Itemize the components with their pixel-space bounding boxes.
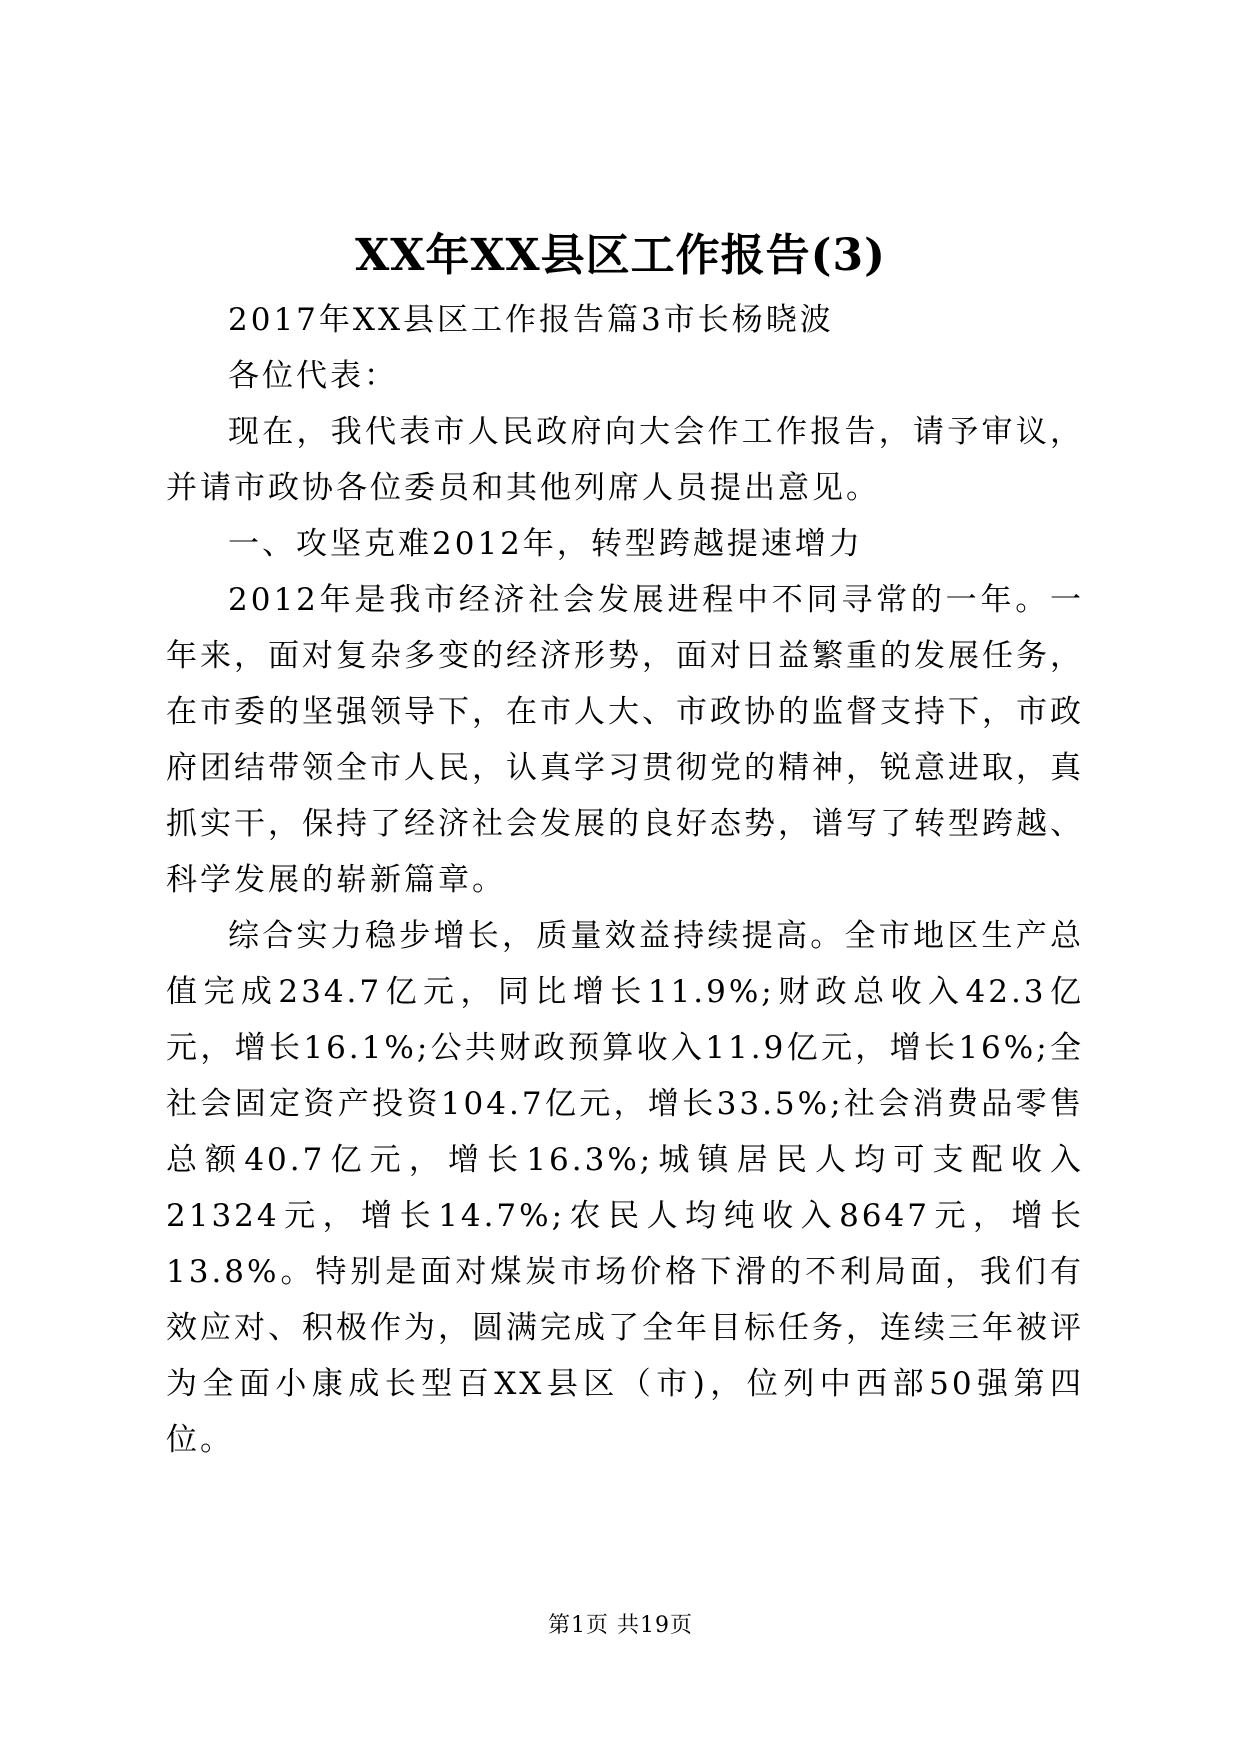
document-body (166, 292, 1084, 1468)
page-number: 第1页 共19页 (548, 1613, 693, 1638)
paragraph-intro: 现在，我代表市人民政府向大会作工作报告，请予审议，并请市政协各位委员和其他列席人员提出意见。 (166, 414, 1084, 506)
paragraph-section-heading: 一、攻坚克难2012年，转型跨越提速增力 (228, 526, 863, 562)
paragraph-economic-stats: 综合实力稳步增长，质量效益持续提高。全市地区生产总值完成234.7亿元，同比增长11.9%;财政总收入42.3亿元，增长16.1%;公共财政预算收入11.9亿元，增长16%;全社会固定资产投资104.7亿元，增长33.5%;社会消费品零售总额40.7亿元，增长16.3%;城镇居民人均可支配收入21324元，增长14.7%;农民人均纯收入8647元，增长13.8%。特别是面对煤炭市场价格下滑的不利局面，我们有效应对、积极作为，圆满完成了全年目标任务，连续三年被评为全面小康成长型百XX县区（市)，位列中西部50强第四位。 (166, 918, 1084, 1458)
paragraph-subtitle: 2017年XX县区工作报告篇3市长杨晓波 (228, 302, 834, 338)
paragraph-salutation: 各位代表： (228, 358, 398, 394)
document-title: XX年XX县区工作报告(3) (355, 230, 886, 281)
paragraph-overview: 2012年是我市经济社会发展进程中不同寻常的一年。一年来，面对复杂多变的经济形势，面对日益繁重的发展任务，在市委的坚强领导下，在市人大、市政协的监督支持下，市政府团结带领全市人民，认真学习贯彻党的精神，锐意进取，真抓实干，保持了经济社会发展的良好态势，谱写了转型跨越、科学发展的崭新篇章。 (166, 582, 1084, 898)
